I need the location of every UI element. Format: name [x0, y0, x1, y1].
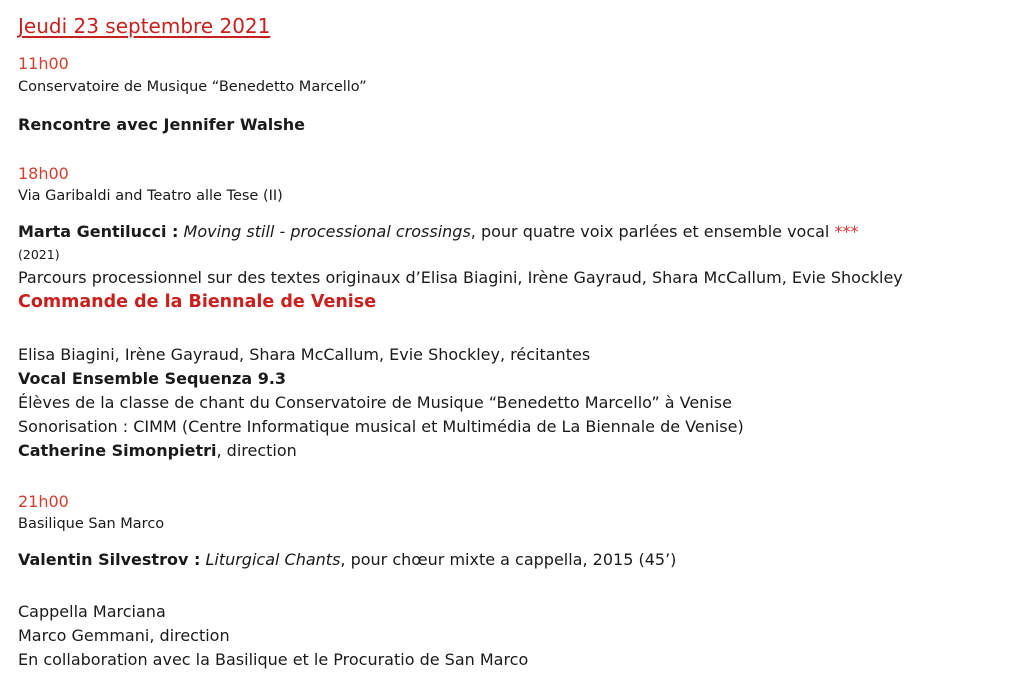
choir-name: Cappella Marciana — [18, 602, 166, 621]
event-time: 21h00 — [18, 492, 69, 511]
stars-marker: *** — [834, 222, 859, 241]
work-title: Moving still - processional crossings — [183, 222, 471, 241]
work-line — [18, 550, 676, 569]
director-name: Catherine Simonpietri — [18, 441, 217, 460]
event-venue: Basilique San Marco — [18, 516, 165, 532]
work-description: , pour chœur mixte a cappella, 2015 (45’) — [340, 550, 677, 569]
performers-line: Elisa Biagini, Irène Gayraud, Shara McCallum, Evie Shockley, récitantes — [18, 345, 591, 364]
director-role: , direction — [216, 441, 297, 460]
work-title: Liturgical Chants — [205, 550, 341, 569]
composer-name: Marta Gentilucci : — [18, 222, 179, 241]
event-venue: Via Garibaldi and Teatro alle Tese (II) — [18, 188, 283, 204]
event-time: 18h00 — [18, 164, 69, 183]
event-time: 11h00 — [18, 54, 69, 73]
director-line — [18, 441, 297, 460]
work-description: , pour quatre voix parlées et ensemble vocal — [470, 222, 835, 241]
students-line: Élèves de la classe de chant du Conservatoire de Musique “Benedetto Marcello” à Venise — [18, 393, 732, 412]
work-line — [18, 222, 858, 241]
work-year: (2021) — [18, 247, 60, 262]
work-note: Parcours processionnel sur des textes originaux d’Elisa Biagini, Irène Gayraud, Shara McCallum, Evie Shockley — [18, 268, 903, 287]
sound-line: Sonorisation : CIMM (Centre Informatique musical et Multimédia de La Biennale de Venise) — [18, 417, 744, 436]
event-title: Rencontre avec Jennifer Walshe — [18, 115, 305, 134]
ensemble-name: Vocal Ensemble Sequenza 9.3 — [18, 369, 287, 388]
event-venue: Conservatoire de Musique “Benedetto Marcello” — [18, 79, 367, 95]
collaboration-line: En collaboration avec la Basilique et le Procuratio de San Marco — [18, 650, 529, 669]
date-heading: Jeudi 23 septembre 2021 — [18, 14, 271, 38]
director-line: Marco Gemmani, direction — [18, 626, 230, 645]
commission-note: Commande de la Biennale de Venise — [18, 292, 377, 312]
composer-name: Valentin Silvestrov : — [18, 550, 201, 569]
